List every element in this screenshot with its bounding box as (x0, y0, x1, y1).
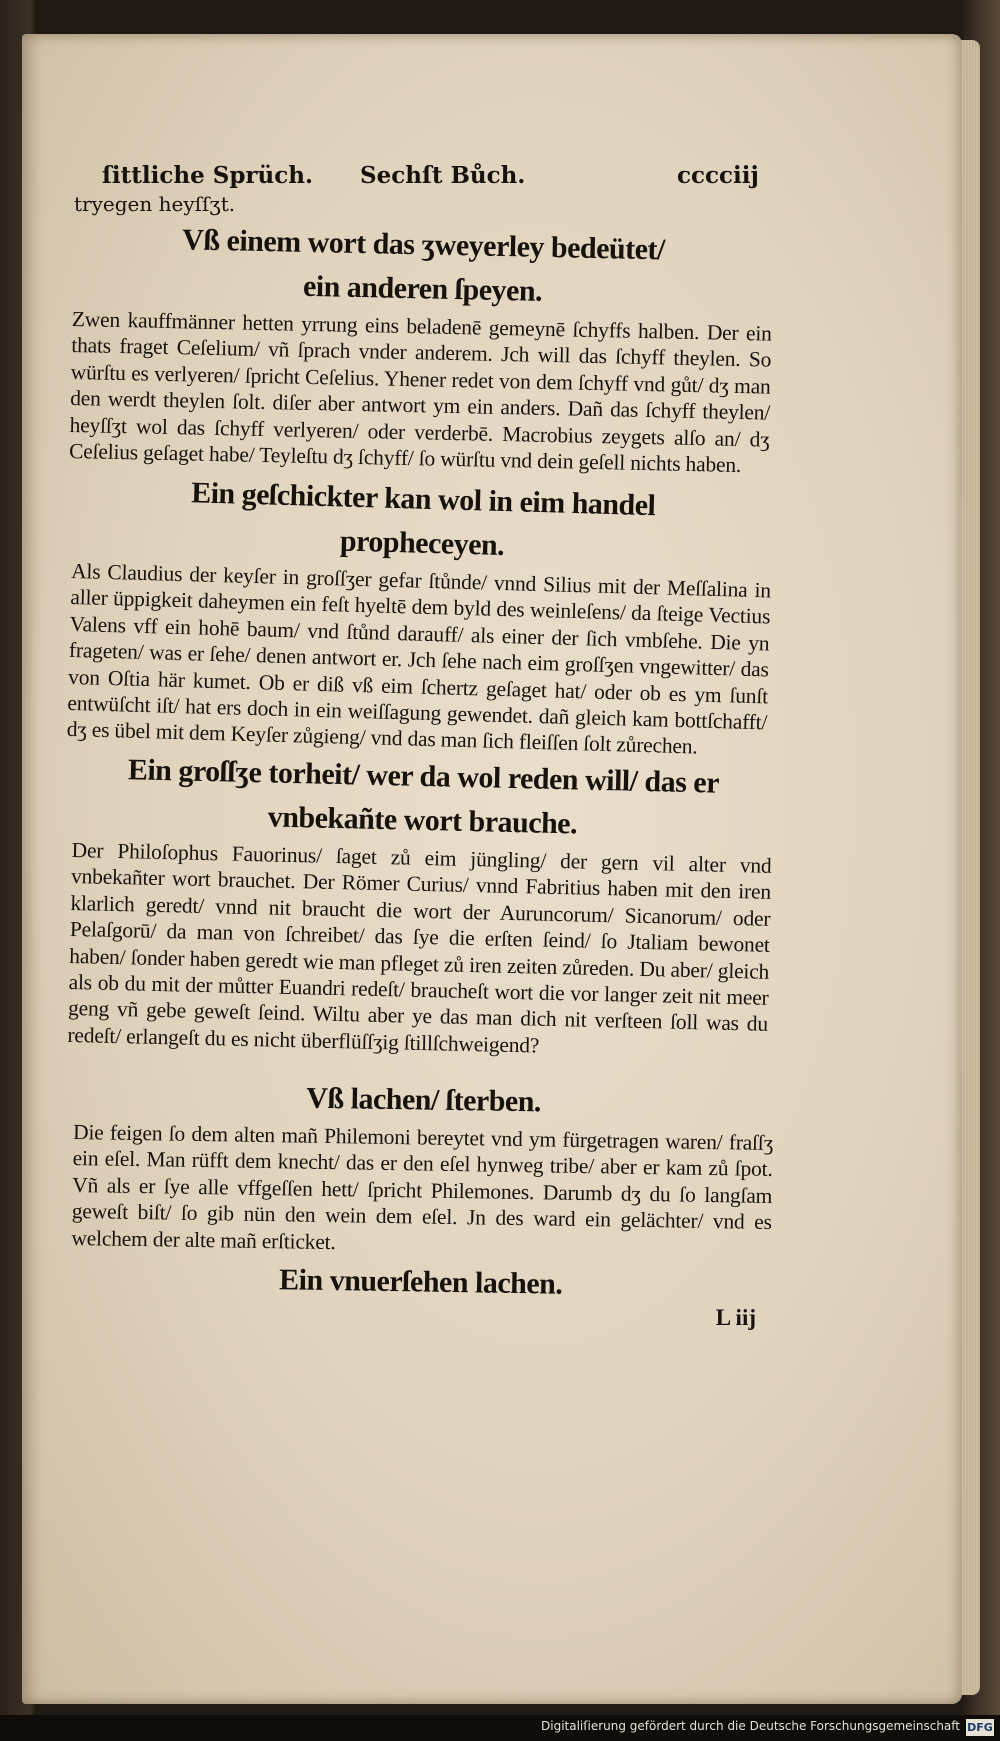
section-body: Zwen kauffmänner hetten yrrung eins beladenē gemeynē ſchyffs halben. Der ein thats fraget Ceſelium/ vñ ſprach vnder anderem. Jch will das ſchyff theylen. So würſtu es verlyeren/ ſpricht Ceſelius. Yhener redet von dem ſchyff vnd gůt/ dʒ man den werdt theylen ſolt. diſer aber antwort ym ein anders. Dañ das ſchyff theylen/ heyſſʒt wol das ſchyff verlyeren/ oder verderbē. Macrobius zeygets alſo an/ dʒ Ceſelius geſaget habe/ Teyleſtu dʒ ſchyff/ ſo würſtu vnd dein geſell nichts haben. (68, 306, 772, 478)
section (66, 470, 773, 762)
next-section-heading: Ein vnuerſehen lachen. (278, 1262, 563, 1301)
section-body: Als Claudius der keyſer in groſſʒer gefar ſtůnde/ vnnd Silius mit der Meſſalina in aller üppigkeit daheymen ein feſt hyeltē dem byld des weinleſens/ da ſteige Vectius Valens vff ein hohē baum/ vnd ſtůnd darauff/ als einer der ſich vmbſehe. Die yn frageten/ was er ſehe/ denen antwort er. Jch ſehe nach eim groſſʒen vngewitter/ das von Oſtia här kumet. Ob er diß vß eim ſchertz geſaget hat/ oder ob es ym ſunſt entwüſcht iſt/ hat ers doch in ein weiſſagung gewendet. dañ gleich kam bottſchafft/ dʒ es übel mit dem Keyſer zůgieng/ vnd das man ſich fleiſſen ſolt zůrechen. (66, 559, 772, 760)
footer-credit: Digitaliſierung gefördert durch die Deutsche Forschungsgemeinschaft (541, 1719, 960, 1733)
section-heading-line: vnbekañte wort brauche. (267, 800, 578, 841)
folio-number: cccciij (677, 162, 759, 189)
dfg-logo-icon: DFG (967, 1721, 993, 1734)
section-heading-line: ein anderen ſpeyen. (302, 269, 543, 308)
section-body: Der Philoſophus Fauorinus/ ſaget zů eim jüngling/ der gern vil alter vnd vnbekañter wort brauchet. Der Römer Curius/ vnnd Fabritius haben mit den iren klarlich geredt/ vnnd nit braucht die wort der Auruncorum/ Sicanorum/ oder Pelaſgorū/ da man von ſchreibet/ das ſye die erſten ſeind/ ſo Jtaliam bewonet haben/ ſonder haben geredt wie man pfleget zů iren zeiten zůreden. Du aber/ gleich als ob du mit der můtter Euandri redeſt/ braucheſt wort die vor langer zeit nit meer geng vñ gebe geweſt ſeind. Wiltu aber ye das man dich nit verſteen ſoll was du redeſt/ erlangeſt du es nicht überflüſſʒig ſtillſchweigend? (67, 838, 772, 1058)
section (67, 749, 774, 1064)
signature-mark (74, 1305, 774, 1339)
running-head (74, 162, 774, 196)
signature-text: L iij (715, 1304, 756, 1330)
book-page (22, 34, 962, 1704)
section-heading-line: Vß einem wort das ʒweyerley bedeütet/ (181, 223, 666, 267)
text-block (66, 162, 774, 1339)
section-heading-line: propheceyen. (339, 524, 505, 563)
running-head-left: ſittliche Sprüch. (102, 162, 313, 189)
carryover-line: tryegen heyſſʒt. (74, 192, 236, 216)
footer-bar (0, 1715, 1000, 1741)
section-heading-line: Vß lachen/ ſterben. (306, 1081, 542, 1118)
section (69, 218, 774, 479)
section-body: Die feigen ſo dem alten mañ Philemoni bereytet vnd ym fürgetragen waren/ fraſſʒ ein eſel. Man rüfft dem knecht/ das er den eſel hynweg tribe/ aber er kam zů ſpot. Vñ als er ſye alle vffgeſſen hett/ ſpricht Philemones. Darumb dʒ du ſo langſam geweſt biſt/ ſo gib nün den wein dem eſel. Jn des ward ein gelächter/ vnd es welchem der alte mañ erſticket. (71, 1119, 774, 1254)
section-heading-line: Ein geſchickter kan wol in eim handel (190, 476, 656, 523)
section-heading-line: Ein groſſʒe torheit/ wer da wol reden will/ das er (127, 753, 720, 800)
section (71, 1075, 774, 1308)
running-head-center: Sechſt Bůch. (360, 162, 526, 189)
